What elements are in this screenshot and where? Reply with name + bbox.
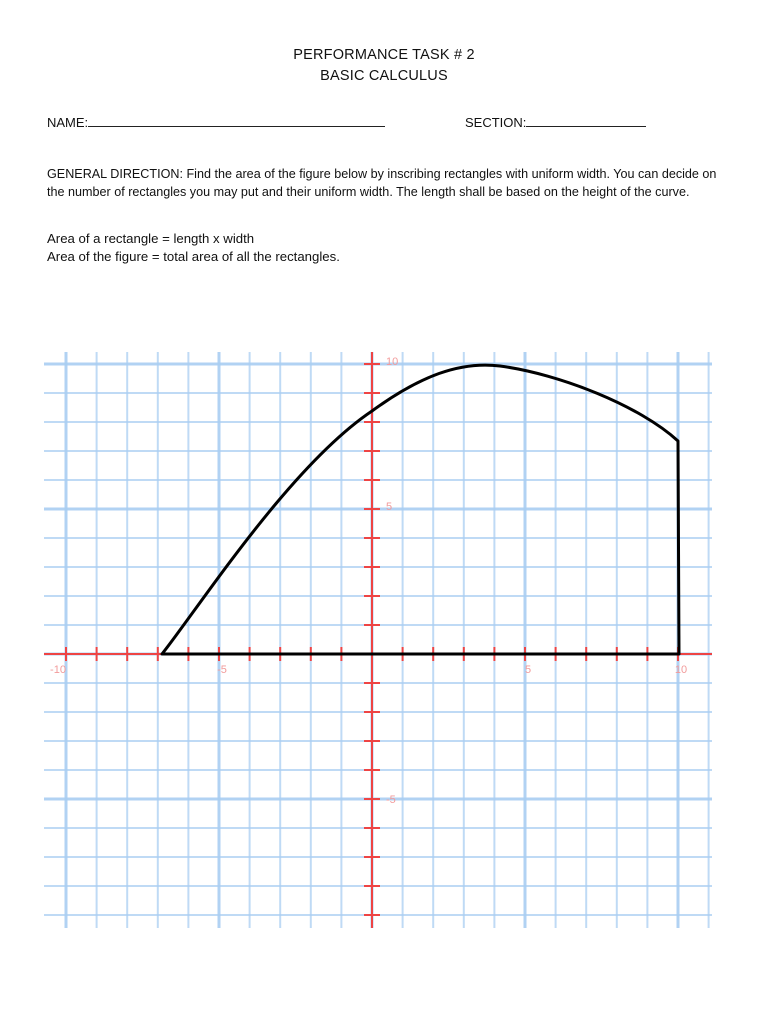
name-label: NAME:: [47, 115, 89, 130]
general-direction: GENERAL DIRECTION: Find the area of the figure below by inscribing rectangles with uniform width. You can decide on the number of rectangles you may put and their uniform width. The length shall be based on the height of the curve.: [47, 167, 717, 199]
tick-label-x-pos: 5: [524, 664, 532, 676]
graph-paper: [40, 346, 720, 936]
page-header: [0, 45, 768, 87]
coordinate-axes: [44, 352, 712, 928]
section-field[interactable]: [465, 113, 646, 130]
tick-label-y-neg: -5: [386, 794, 396, 806]
grid-lines: [44, 352, 712, 928]
formula-figure-area: Area of the figure = total area of all the rectangles.: [47, 249, 340, 264]
section-blank-line[interactable]: [526, 113, 646, 127]
formulas: [47, 230, 340, 266]
page-subtitle: BASIC CALCULUS: [320, 68, 448, 84]
tick-label-x-neg: -5: [217, 664, 227, 676]
tick-label-y-top: 10: [386, 356, 399, 368]
name-field[interactable]: [47, 113, 385, 130]
tick-label-x-max: 10: [674, 664, 688, 676]
page-title: PERFORMANCE TASK # 2: [293, 47, 475, 63]
formula-rectangle-area: Area of a rectangle = length x width: [47, 231, 255, 246]
tick-label-y-mid: 5: [386, 501, 393, 513]
name-blank-line[interactable]: [88, 113, 385, 127]
section-label: SECTION:: [465, 115, 527, 130]
tick-label-x-min: -10: [50, 664, 66, 676]
